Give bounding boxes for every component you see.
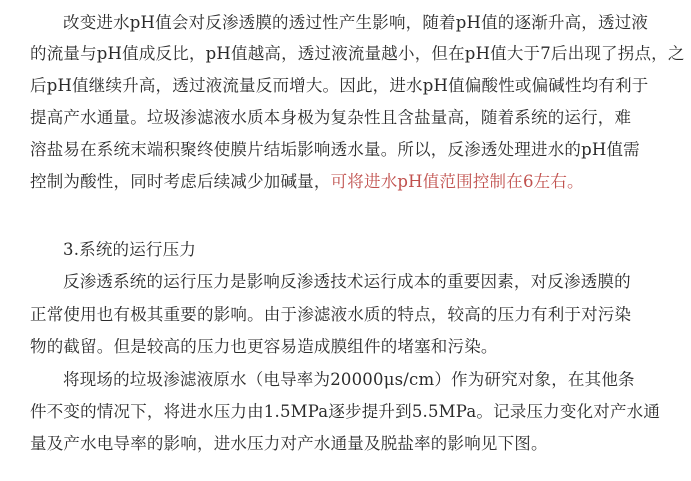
paragraph-line-last — [30, 172, 584, 192]
paragraph-line: 物的截留。但是较高的压力也更容易造成膜组件的堵塞和污染。 — [30, 337, 498, 356]
paragraph-line: 正常使用也有极其重要的影响。由于渗滤液水质的特点，较高的压力有利于对污染 — [30, 305, 632, 324]
section-heading: 3.系统的运行压力 — [63, 240, 197, 259]
paragraph-line: 的流量与pH值成反比，pH值越高，透过液流量越小，但在pH值大于7后出现了拐点，之 — [30, 44, 685, 63]
paragraph-line: 件不变的情况下，将进水压力由1.5MPa逐步提升到5.5MPa。记录压力变化对产水通 — [30, 402, 661, 421]
paragraph-line: 后pH值继续升高，透过液流量反而增大。因此，进水pH值偏酸性或偏碱性均有利于 — [30, 76, 649, 95]
paragraph-line: 将现场的垃圾渗滤液原水（电导率为20000μs/cm）作为研究对象，在其他条 — [63, 370, 635, 389]
paragraph-text: 控制为酸性，同时考虑后续减少加碱量， — [30, 172, 331, 191]
highlight-text: 可将进水pH值范围控制在6左右。 — [330, 172, 584, 191]
paragraph-line: 改变进水pH值会对反渗透膜的透过性产生影响，随着pH值的逐渐升高，透过液 — [63, 13, 649, 32]
paragraph-line: 溶盐易在系统末端积聚终使膜片结垢影响透水量。所以，反渗透处理进水的pH值需 — [30, 140, 640, 159]
paragraph-line: 反渗透系统的运行压力是影响反渗透技术运行成本的重要因素，对反渗透膜的 — [63, 272, 631, 291]
paragraph-line: 提高产水通量。垃圾渗滤液水质本身极为复杂性且含盐量高，随着系统的运行，难 — [30, 108, 632, 127]
paragraph-line: 量及产水电导率的影响，进水压力对产水通量及脱盐率的影响见下图。 — [30, 434, 548, 453]
